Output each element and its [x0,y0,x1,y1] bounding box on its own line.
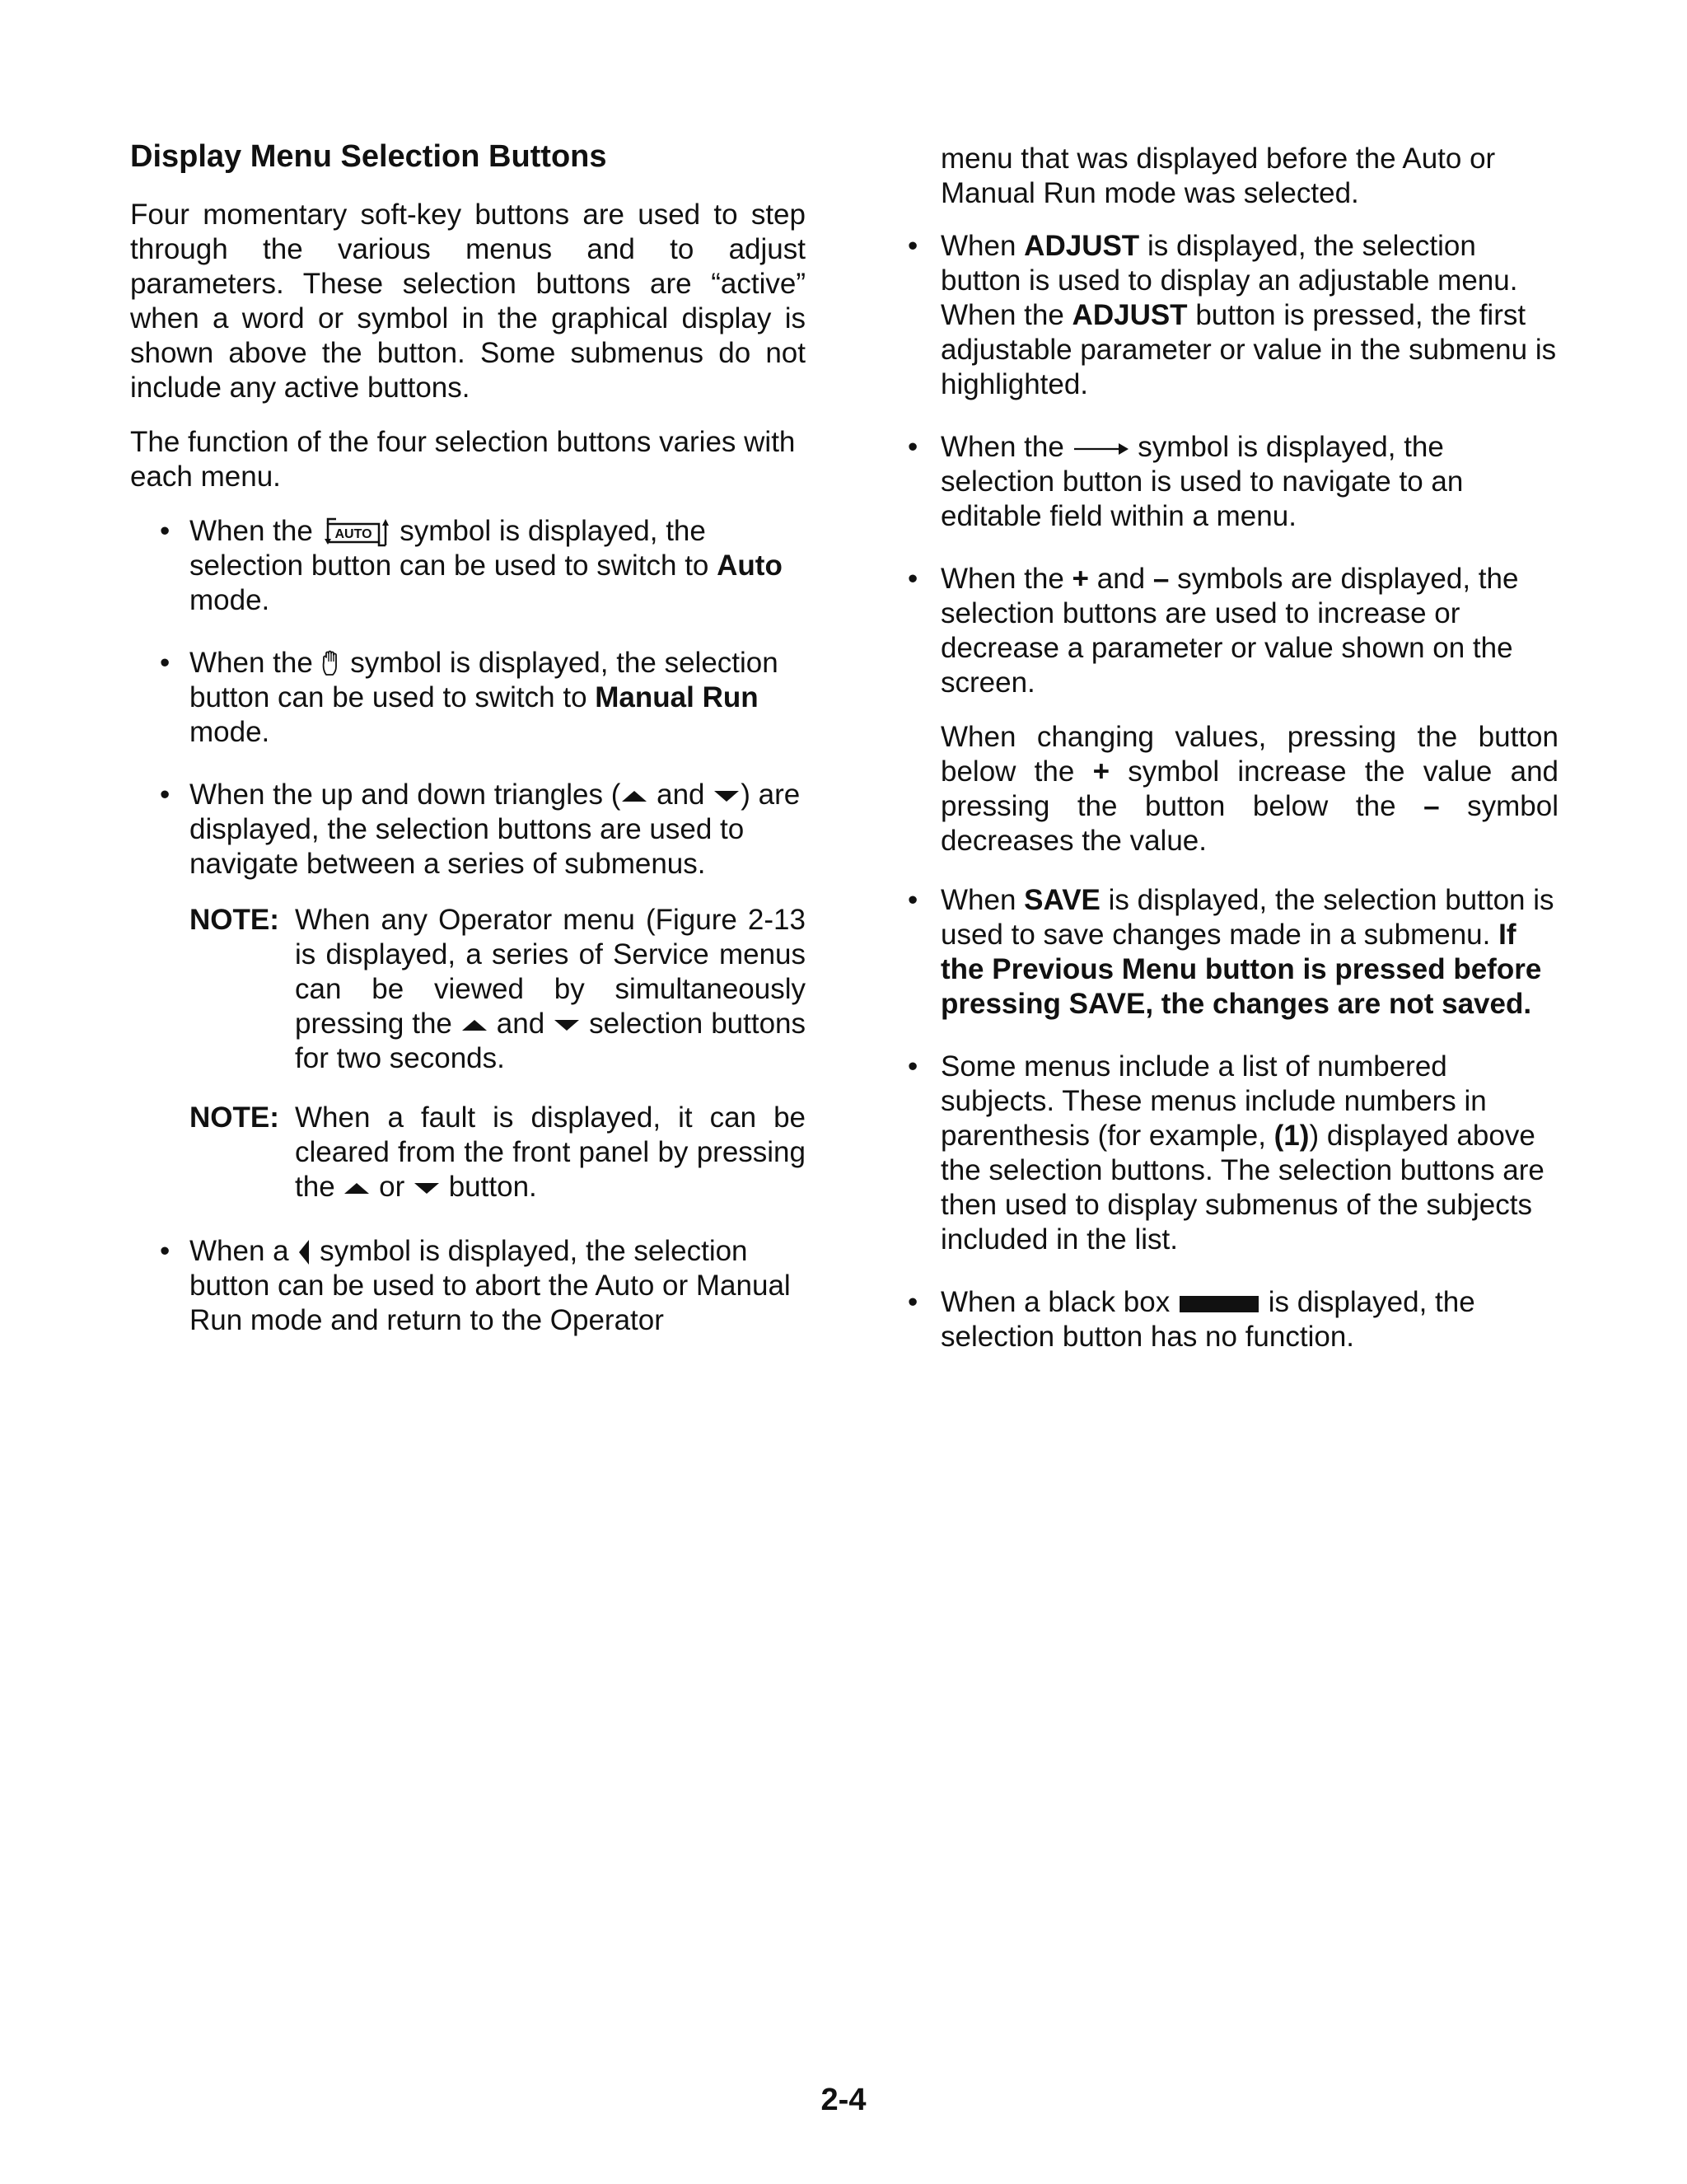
right-column [908,142,1559,1382]
bullet-numbered-subjects: • Some menus include a list of numbered subjects. These menus include numbers in parenthesis (for example, (1)) displayed above the selection buttons. The selection buttons are then used to display submenus of the subjects included in the list. [908,1050,1544,1256]
triangle-down-icon [553,1017,581,1032]
auto-mode-icon [321,517,392,547]
bullet-black-box: • When a black box is displayed, the selection button has no function. [908,1286,1475,1353]
intro-paragraph-1: Four momentary soft-key buttons are used to step through the various menus and to adjust parameters. These selection buttons are “active” when a word or symbol in the graphical display is shown above the button. Some submenus do not include any active buttons. [130,198,806,404]
bullet-marker: • [160,514,171,547]
bullet-plus-minus: • When the + and – symbols are displayed, the selection buttons are used to increase or decrease a parameter or value shown on the screen. [908,563,1519,699]
minus-symbol: – [1152,563,1170,595]
bullet-manual: • When the symbol is displayed, the selection button can be used to switch to Manual Run mode. [160,646,778,748]
bullet-save: • When SAVE is displayed, the selection button is used to save changes made in a submenu. If the Previous Menu button is pressed before pressing SAVE, the changes are not saved. [908,884,1554,1020]
bullet-marker: • [908,1286,918,1318]
triangle-up-icon [460,1017,488,1032]
bullet-abort: • When a symbol is displayed, the selection button can be used to abort the Auto or Manual Run mode and return to the Operator [160,1234,791,1336]
arrow-right-icon [1072,441,1130,457]
bullet-marker: • [908,230,918,262]
bullet-triangles: • When the up and down triangles ( and ) are displayed, the selection buttons are used to navigate between a series of submenus. [160,778,801,880]
plus-symbol: + [1092,755,1110,788]
section-heading: Display Menu Selection Buttons [130,139,607,174]
left-column [130,138,806,1366]
changing-values-paragraph: When changing values, pressing the button below the + symbol increase the value and pressing the button below the – symbol decreases the value. [941,721,1559,857]
minus-symbol: – [1423,790,1440,822]
svg-text:AUTO: AUTO [334,527,372,542]
bullet-marker: • [160,778,171,811]
triangle-up-icon [343,1181,371,1195]
continued-text: menu that was displayed before the Auto or Manual Run mode was selected. [941,143,1496,209]
bullet-auto: • When the AUTO symbol is displayed, the selection button can be used to switch to Auto mode. [160,514,783,616]
note-label: NOTE: [189,903,279,936]
triangle-down-icon [713,788,741,803]
note-label: NOTE: [189,1101,279,1134]
right-bullet-list [908,229,1558,700]
page-number: 2-4 [820,2083,867,2117]
bullet-marker: • [908,563,918,595]
plus-symbol: + [1072,563,1089,595]
black-box-icon [1178,1294,1260,1314]
bullet-marker: • [160,1234,171,1267]
triangle-up-icon [620,788,648,803]
note-service-menus: NOTE: When any Operator menu (Figure 2-13 is displayed, a series of Service menus can be viewed by simultaneously pressing the and selection buttons for two seconds. [189,903,806,1074]
triangle-left-icon [297,1238,311,1266]
triangle-down-icon [413,1181,441,1195]
bullet-arrow: • When the symbol is displayed, the selection button is used to navigate to an editable field within a menu. [908,431,1464,532]
bullet-marker: • [908,1050,918,1083]
bullet-marker: • [160,646,171,679]
intro-paragraph-2: The function of the four selection buttons varies with each menu. [130,425,796,493]
bullet-marker: • [908,431,918,463]
left-bullet-list [130,514,806,882]
right-bullet-list-2 [908,883,1558,1354]
note-fault-clear: NOTE: When a fault is displayed, it can be cleared from the front panel by pressing the or button. [189,1101,806,1203]
hand-icon [321,650,343,678]
bullet-marker: • [908,884,918,916]
bullet-adjust: • When ADJUST is displayed, the selection button is used to display an adjustable menu. When the ADJUST button is pressed, the first adjustable parameter or value in the submenu is highlighted. [908,230,1557,400]
left-bullet-list-2 [130,1234,806,1338]
